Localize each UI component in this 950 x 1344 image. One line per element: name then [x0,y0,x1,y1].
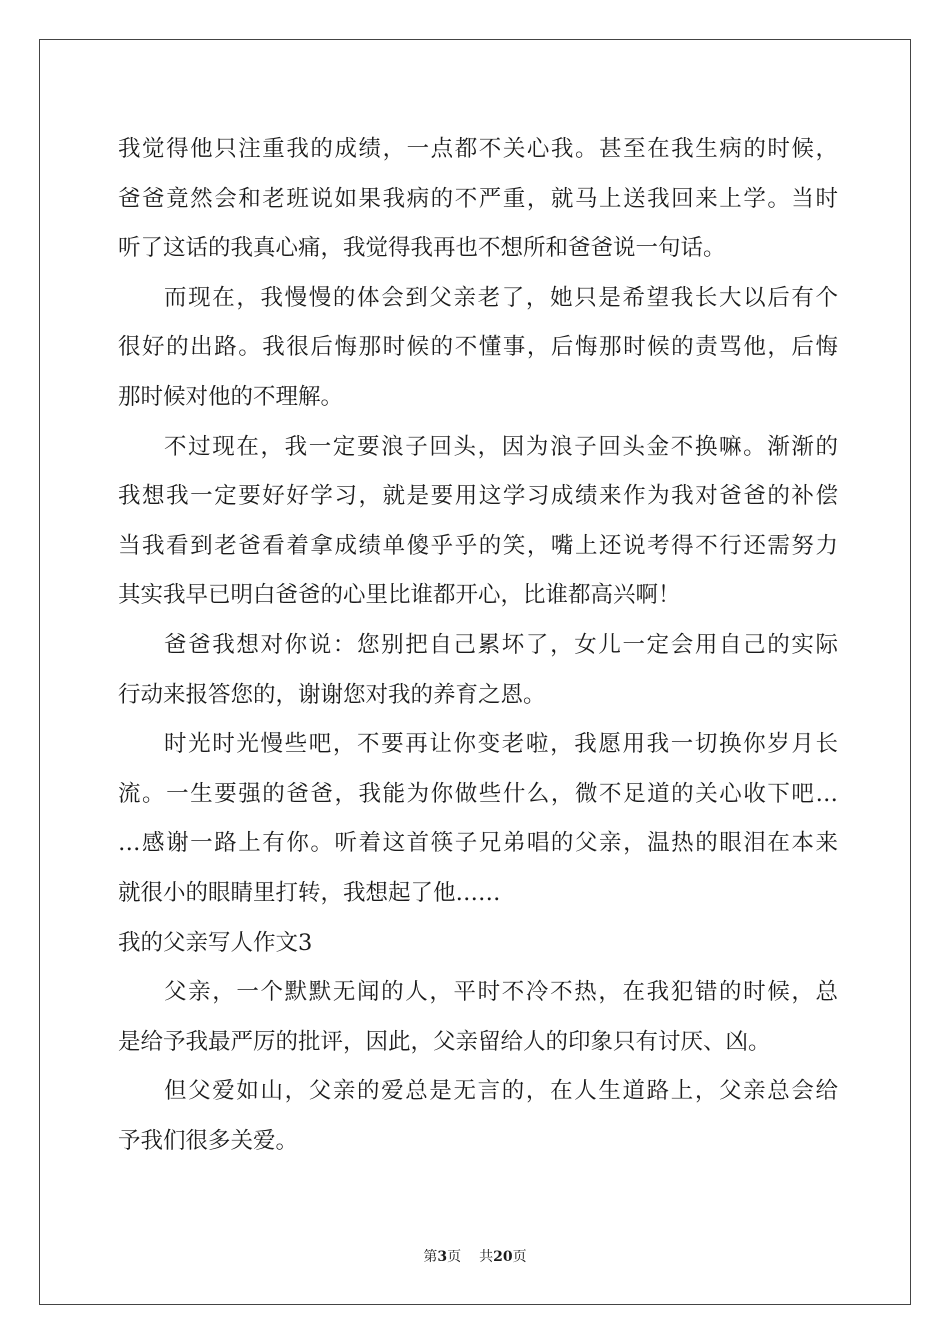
text-line: 很好的出路。我很后悔那时候的不懂事，后悔那时候的责骂他，后悔 [118,334,838,361]
footer-page-unit: 页 [447,1249,462,1265]
text-line: 爸爸我想对你说：您别把自己累坏了，女儿一定会用自己的实际 [164,631,838,658]
section-heading: 我的父亲写人作文3 [118,929,313,956]
footer-prefix: 第 [423,1249,438,1265]
footer-total-prefix: 共 [479,1249,494,1265]
text-line: …感谢一路上有你。听着这首筷子兄弟唱的父亲，温热的眼泪在本来 [118,830,838,857]
text-line: 而现在，我慢慢的体会到父亲老了，她只是希望我长大以后有个 [164,284,838,311]
document-body [118,125,838,1166]
page-footer [0,1246,950,1266]
text-line: 当我看到老爸看着拿成绩单傻乎乎的笑，嘴上还说考得不行还需努力 [118,532,838,559]
text-line: 我想我一定要好好学习，就是要用这学习成绩来作为我对爸爸的补偿 [118,483,838,510]
text-line: 是给予我最严厉的批评，因此，父亲留给人的印象只有讨厌、凶。 [118,1028,771,1055]
text-line: 听了这话的我真心痛，我觉得我再也不想所和爸爸说一句话。 [118,235,726,262]
text-line: 流。一生要强的爸爸，我能为你做些什么，微不足道的关心收下吧… [118,780,838,807]
text-line: 予我们很多关爱。 [118,1127,299,1154]
text-line: 父亲，一个默默无闻的人，平时不冷不热，在我犯错的时候，总 [164,979,838,1006]
text-line: 时光时光慢些吧，不要再让你变老啦，我愿用我一切换你岁月长 [164,731,838,758]
total-pages-number: 20 [493,1249,513,1265]
text-line: 不过现在，我一定要浪子回头，因为浪子回头金不换嘛。渐渐的 [164,433,838,460]
text-line: 就很小的眼睛里打转，我想起了他…… [118,879,501,906]
text-line: 但父爱如山，父亲的爱总是无言的，在人生道路上，父亲总会给 [164,1078,838,1105]
text-line: 其实我早已明白爸爸的心里比谁都开心，比谁都高兴啊！ [118,582,681,609]
text-line: 行动来报答您的，谢谢您对我的养育之恩。 [118,681,546,708]
text-line: 爸爸竟然会和老班说如果我病的不严重，就马上送我回来上学。当时 [118,185,838,212]
text-line: 我觉得他只注重我的成绩，一点都不关心我。甚至在我生病的时候， [118,136,838,162]
text-line: 那时候对他的不理解。 [118,383,344,410]
footer-total-unit: 页 [512,1249,527,1265]
current-page-number: 3 [437,1249,448,1265]
